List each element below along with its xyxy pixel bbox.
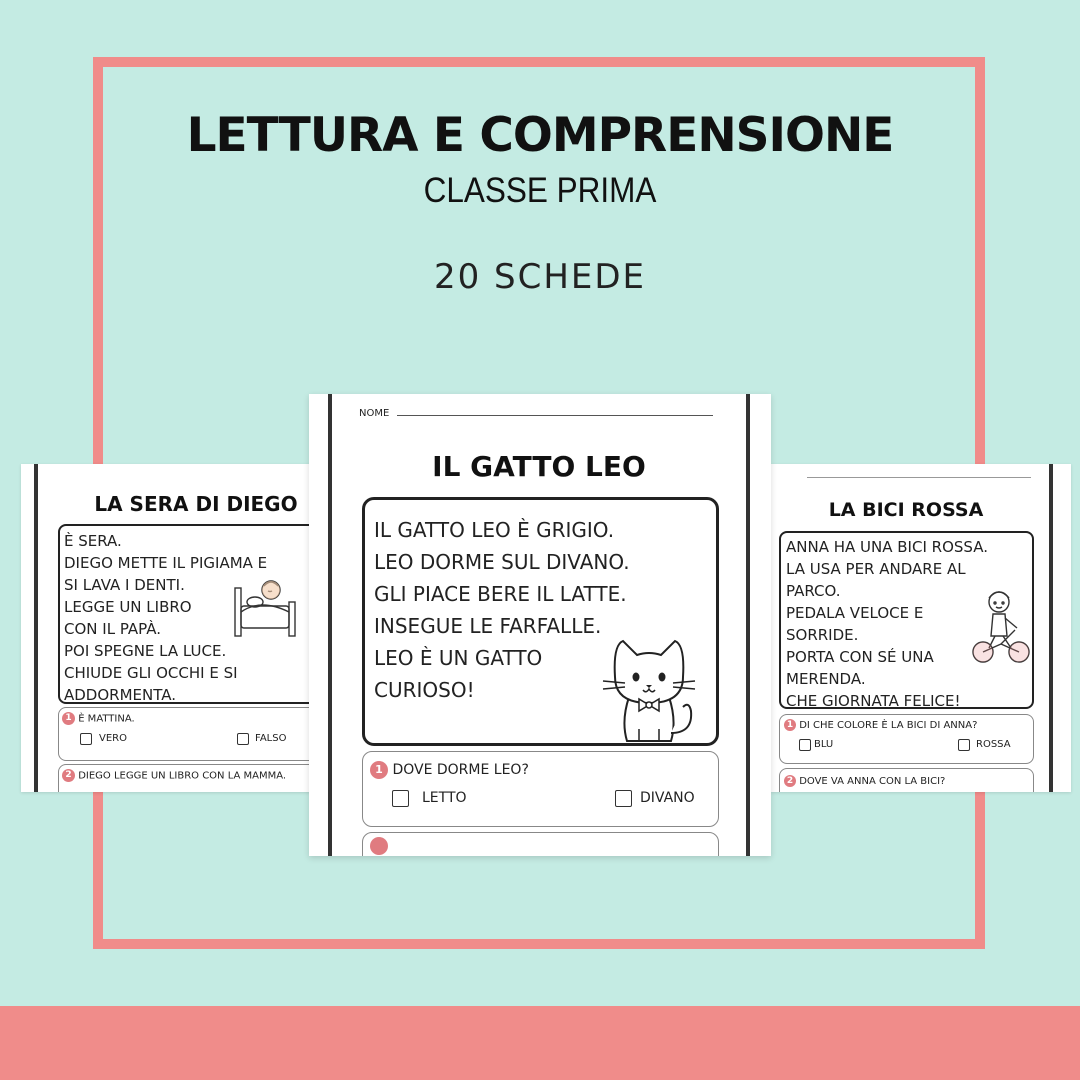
story-line: GLI PIACE BERE IL LATTE. <box>374 582 627 606</box>
story-line: CHIUDE GLI OCCHI E SI <box>64 664 238 682</box>
story-line: POI SPEGNE LA LUCE. <box>64 642 227 660</box>
question-number: 1 <box>62 712 75 725</box>
question-number: 2 <box>62 769 75 782</box>
story-line: LEGGE UN LIBRO <box>64 598 192 616</box>
name-line <box>807 477 1031 478</box>
question-text: DOVE DORME LEO? <box>392 762 529 778</box>
question-text: DI CHE COLORE È LA BICI DI ANNA? <box>799 720 978 731</box>
story-line: LA USA PER ANDARE AL <box>786 560 966 578</box>
cover-subtitle: CLASSE PRIMA <box>423 171 657 210</box>
question-2 <box>58 764 311 792</box>
option-label: FALSO <box>255 733 287 744</box>
question-1 <box>58 707 311 761</box>
story-line: MERENDA. <box>786 670 866 688</box>
question-text: DOVE VA ANNA CON LA BICI? <box>799 776 946 787</box>
checkbox-vero[interactable] <box>80 733 92 745</box>
name-field[interactable] <box>359 408 713 419</box>
name-line <box>397 415 713 416</box>
binding-line <box>34 464 38 792</box>
story-line: ADDORMENTA. <box>64 686 176 704</box>
worksheet-title: IL GATTO LEO <box>432 450 646 483</box>
worksheet-title: LA SERA DI DIEGO <box>94 492 298 516</box>
binding-line <box>1049 464 1053 792</box>
story-line: CON IL PAPÀ. <box>64 620 162 638</box>
story-line: INSEGUE LE FARFALLE. <box>374 614 602 638</box>
checkbox-rossa[interactable] <box>958 739 970 751</box>
child-on-bike-illustration <box>971 584 1031 668</box>
story-line: CURIOSO! <box>374 678 475 702</box>
story-line: PEDALA VELOCE E <box>786 604 924 622</box>
cover-count: 20 SCHEDE <box>433 257 647 297</box>
question-number: 2 <box>784 775 796 787</box>
question-2 <box>362 832 719 856</box>
story-line: PORTA CON SÉ UNA <box>786 648 934 666</box>
story-line: LEO È UN GATTO <box>374 646 543 670</box>
question-1 <box>779 714 1034 764</box>
question-1 <box>362 751 719 827</box>
sleeping-child-illustration <box>231 568 301 640</box>
story-line: SORRIDE. <box>786 626 859 644</box>
binding-line <box>746 394 750 856</box>
question-text: DIEGO LEGGE UN LIBRO CON LA MAMMA. <box>78 770 287 782</box>
story-line: PARCO. <box>786 582 841 600</box>
binding-line <box>328 394 332 856</box>
cover-title: LETTURA E COMPRENSIONE <box>186 108 894 163</box>
story-line: LEO DORME SUL DIVANO. <box>374 550 630 574</box>
checkbox-falso[interactable] <box>237 733 249 745</box>
worksheet-center <box>309 394 771 856</box>
option-label: LETTO <box>422 790 467 806</box>
question-2 <box>779 768 1034 792</box>
question-number-marker <box>370 837 388 855</box>
option-label: VERO <box>99 733 127 744</box>
option-label: BLU <box>814 739 834 750</box>
story-line: ANNA HA UNA BICI ROSSA. <box>786 538 988 556</box>
option-label: ROSSA <box>976 739 1011 750</box>
question-text: È MATTINA. <box>78 713 135 725</box>
question-number: 1 <box>784 719 796 731</box>
story-line: DIEGO METTE IL PIGIAMA E <box>64 554 268 572</box>
option-label: DIVANO <box>640 790 695 806</box>
checkbox-divano[interactable] <box>615 790 632 807</box>
story-line: IL GATTO LEO È GRIGIO. <box>374 518 615 542</box>
checkbox-letto[interactable] <box>392 790 409 807</box>
story-line: È SERA. <box>64 532 122 550</box>
story-line: CHE GIORNATA FELICE! <box>786 692 961 710</box>
question-number: 1 <box>370 761 388 779</box>
worksheet-left <box>21 464 311 792</box>
name-label: NOME <box>359 408 390 419</box>
worksheet-right <box>771 464 1071 792</box>
worksheet-title: LA BICI ROSSA <box>828 499 984 521</box>
story-line: SI LAVA I DENTI. <box>64 576 185 594</box>
cat-illustration <box>599 637 699 745</box>
checkbox-blu[interactable] <box>799 739 811 751</box>
bottom-band <box>0 1006 1080 1080</box>
